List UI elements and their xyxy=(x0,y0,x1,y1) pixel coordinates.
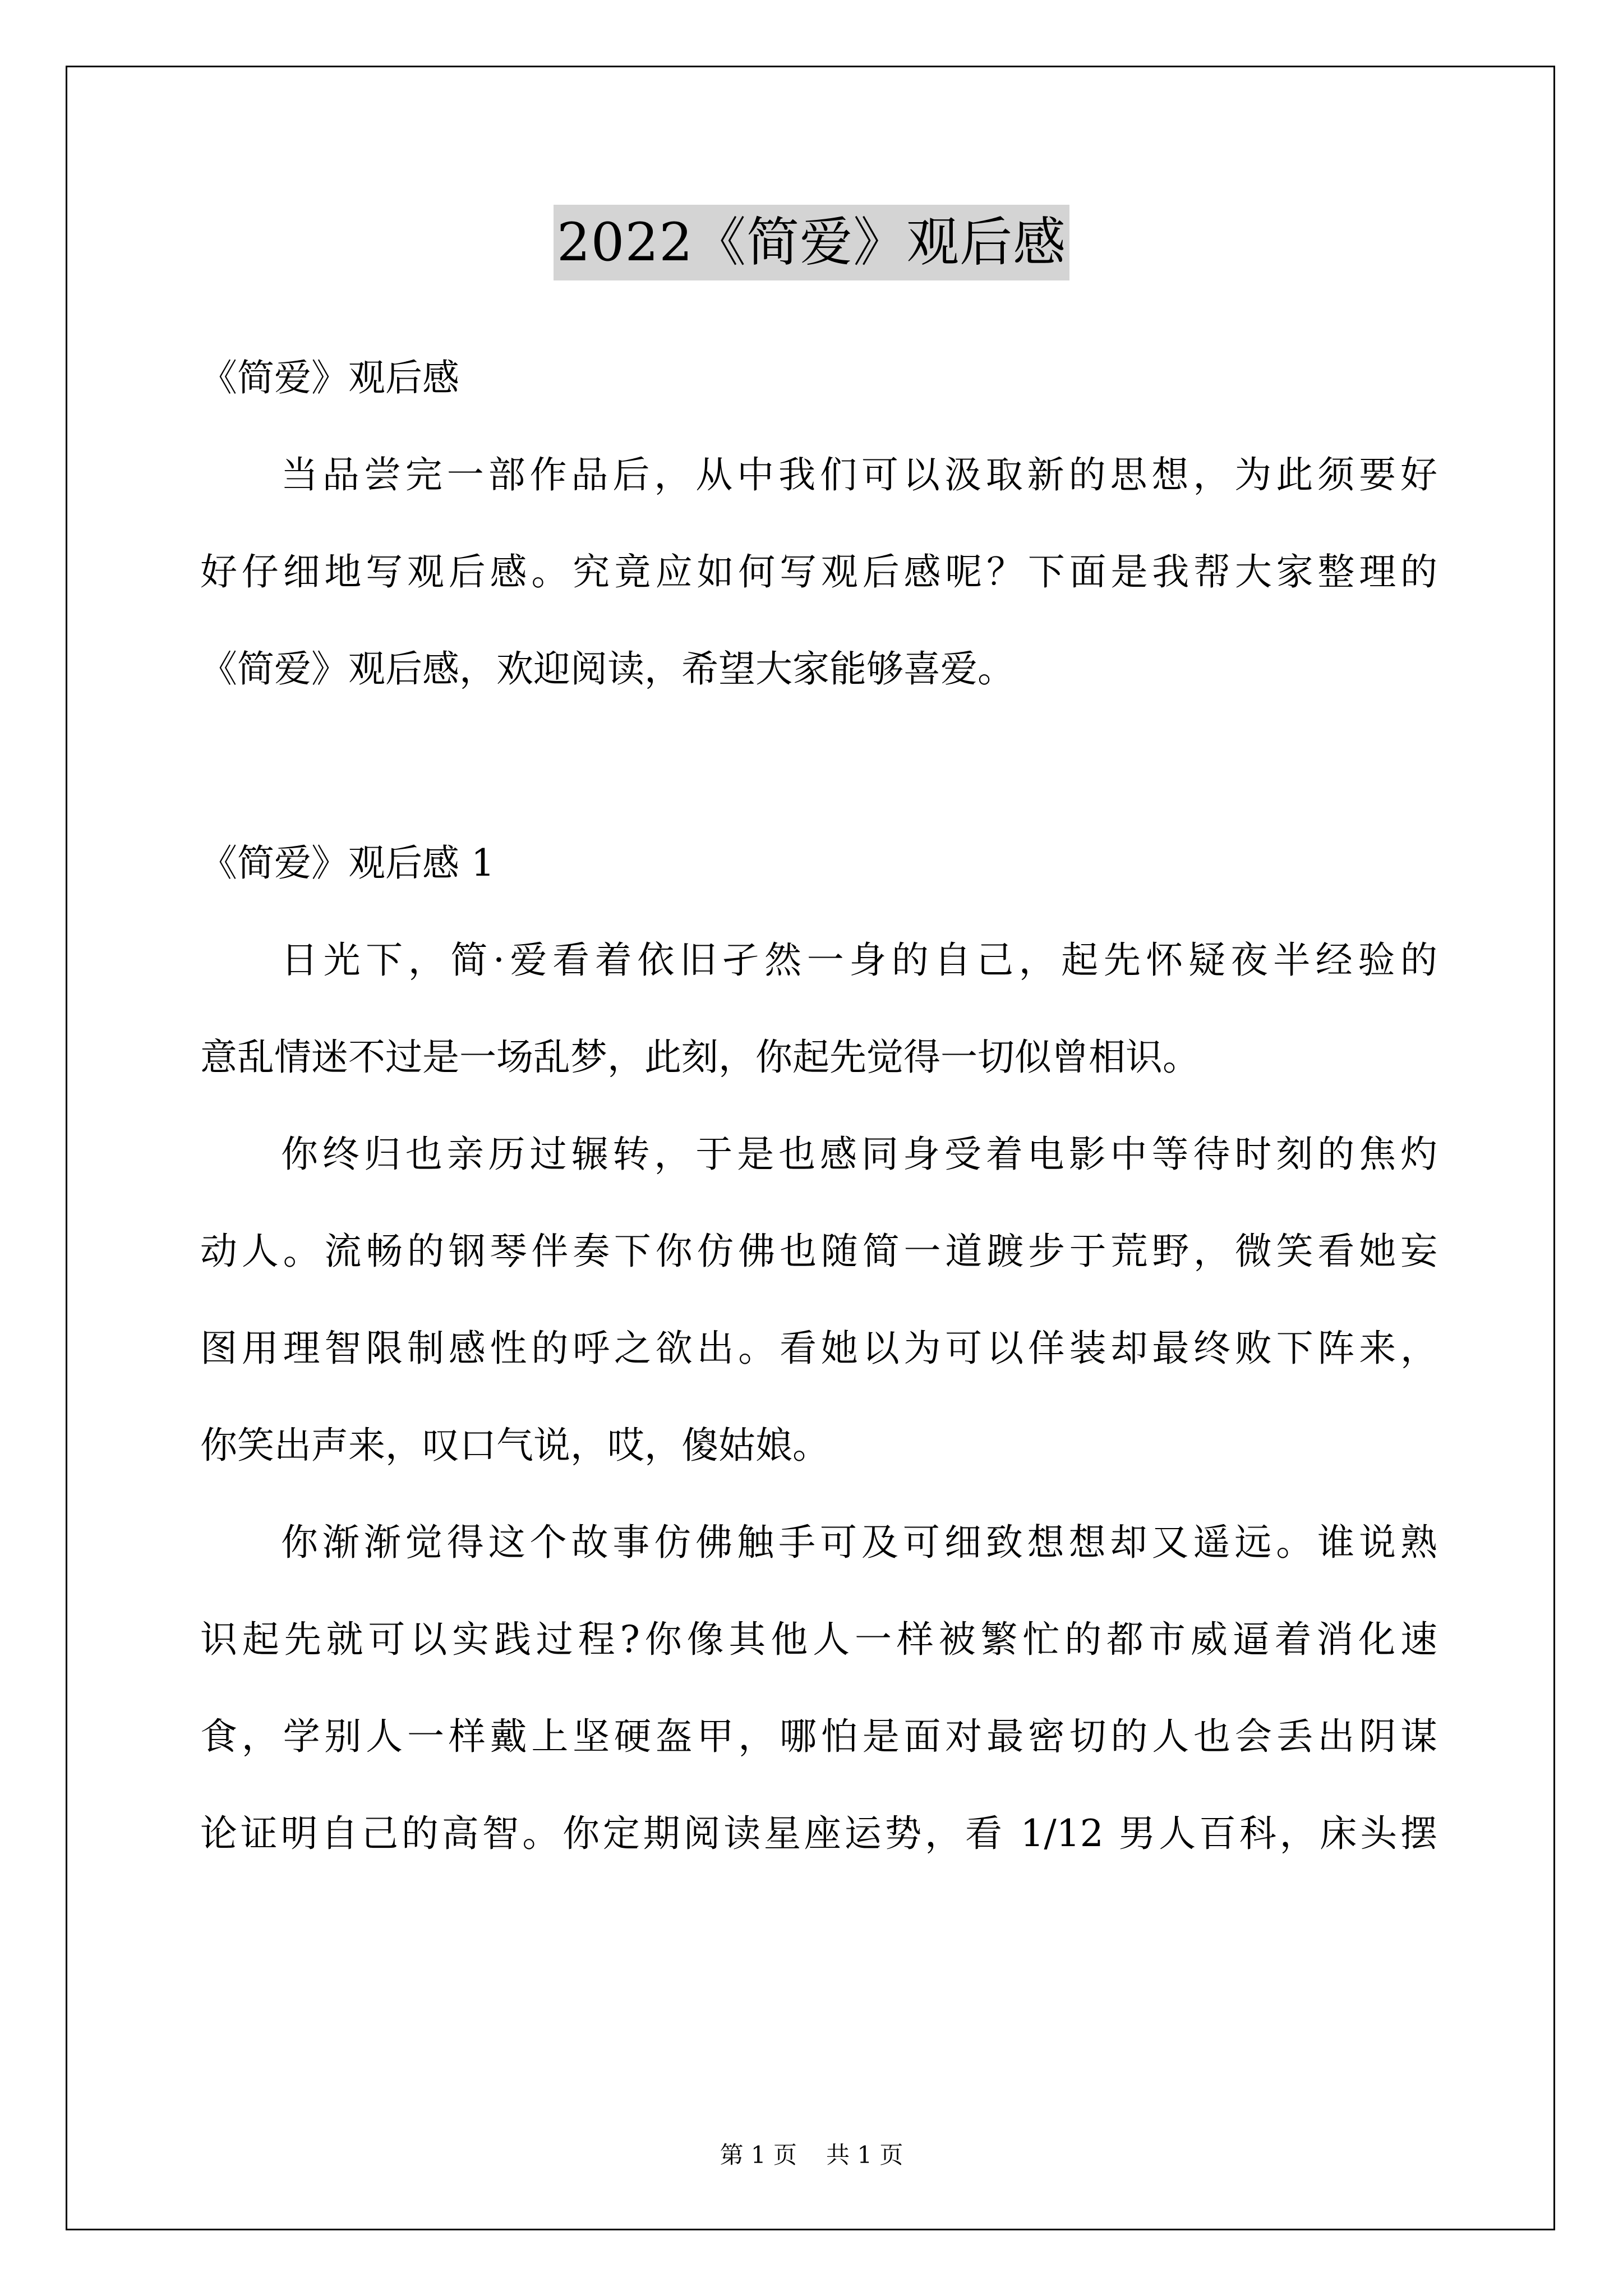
paragraph-line: 《简爱》观后感，欢迎阅读，希望大家能够喜爱。 xyxy=(200,647,1015,691)
paragraph-line: 图用理智限制感性的呼之欲出。看她以为可以佯装却最终败下阵来， xyxy=(200,1327,1437,1370)
paragraph-line: 当品尝完一部作品后，从中我们可以汲取新的思想，为此须要好 xyxy=(281,453,1437,496)
page-footer xyxy=(0,2138,1623,2172)
blank-line xyxy=(200,727,1437,824)
section-heading: 《简爱》观后感 xyxy=(200,356,459,399)
paragraph-line: 你笑出声来，叹口气说，哎，傻姑娘。 xyxy=(200,1424,829,1467)
document-title: 2022《简爱》观后感 xyxy=(554,205,1069,280)
paragraph-line: 你终归也亲历过辗转，于是也感同身受着电影中等待时刻的焦灼 xyxy=(281,1133,1437,1176)
paragraph-line: 日光下，简·爱看着依旧孑然一身的自己，起先怀疑夜半经验的 xyxy=(281,938,1437,982)
paragraph-line: 意乱情迷不过是一场乱梦，此刻，你起先觉得一切似曾相识。 xyxy=(200,1036,1200,1079)
document-body xyxy=(200,339,1437,1892)
title-container xyxy=(0,205,1623,280)
paragraph-line: 动人。流畅的钢琴伴奏下你仿佛也随简一道踱步于荒野，微笑看她妄 xyxy=(200,1230,1437,1273)
paragraph-line: 识起先就可以实践过程?你像其他人一样被繁忙的都市威逼着消化速 xyxy=(200,1618,1437,1661)
paragraph-line: 论证明自己的高智。你定期阅读星座运势，看 1/12 男人百科，床头摆 xyxy=(200,1812,1437,1855)
paragraph-line: 你渐渐觉得这个故事仿佛触手可及可细致想想却又遥远。谁说熟 xyxy=(281,1521,1437,1564)
paragraph-line: 食，学别人一样戴上坚硬盔甲，哪怕是面对最密切的人也会丢出阴谋 xyxy=(200,1715,1437,1758)
section-heading: 《简爱》观后感 1 xyxy=(200,841,495,885)
page-total: 共 1 页 xyxy=(826,2141,903,2169)
page-number: 第 1 页 xyxy=(720,2141,797,2169)
paragraph-line: 好仔细地写观后感。究竟应如何写观后感呢？下面是我帮大家整理的 xyxy=(200,550,1437,593)
